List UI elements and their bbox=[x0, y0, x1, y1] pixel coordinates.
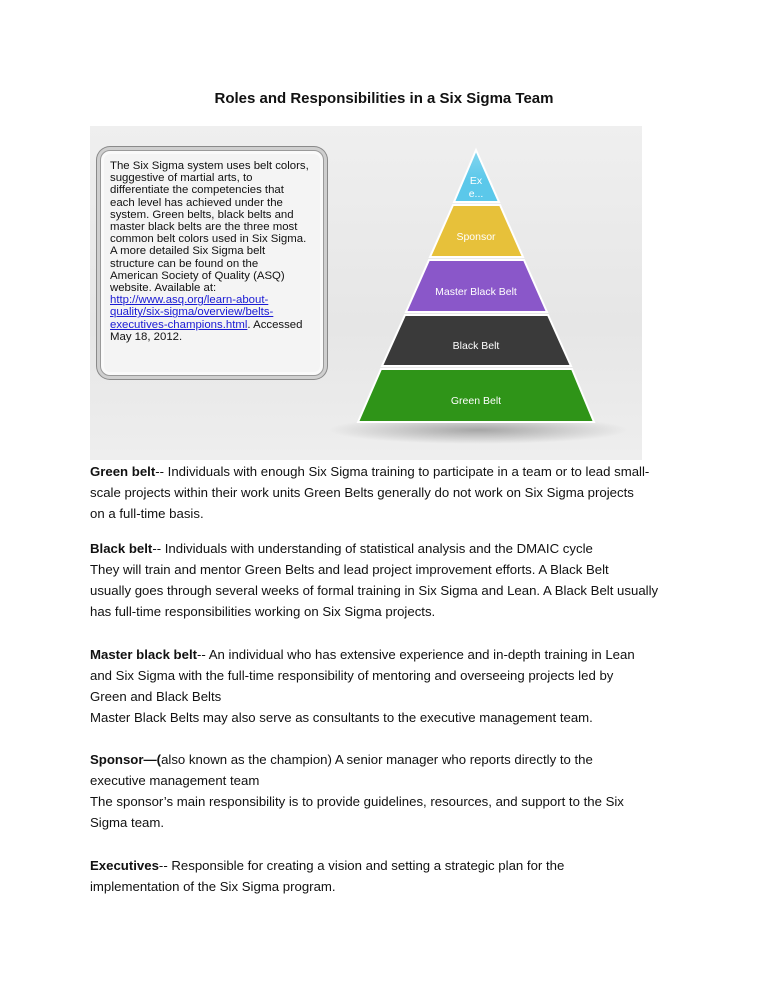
callout-accessed: . Accessed bbox=[247, 318, 303, 331]
callout-body: The Six Sigma system uses belt colors, suggestive of martial arts, to differentiate the competencies that each level has achieved under the system. Green belts, black belts and master black belts are the three most common belt colors used in Six Sigma. A more detailed Six Sigma belt structure can be found on the American Society of Quality (ASQ) website. Available at: bbox=[110, 160, 309, 295]
executives-line-1: -- Responsible for creating a vision and setting a strategic plan for the bbox=[158, 858, 565, 873]
black-belt-line-3: usually goes through several weeks of formal training in Six Sigma and Lean. A Black Belt usually bbox=[90, 583, 659, 598]
sponsor-line-2: executive management team bbox=[90, 773, 260, 788]
term-black-belt: Black belt bbox=[90, 541, 153, 556]
belt-pyramid bbox=[90, 126, 642, 460]
pyramid-label-executives-2: e... bbox=[468, 188, 484, 200]
green-belt-line-3: on a full-time basis. bbox=[90, 506, 204, 521]
belt-figure bbox=[90, 126, 642, 460]
green-belt-line-2: scale projects within their work units Green Belts generally do not work on Six Sigma projects bbox=[90, 485, 634, 500]
black-belt-line-1: -- Individuals with understanding of statistical analysis and the DMAIC cycle bbox=[152, 541, 593, 556]
section-master-black-belt bbox=[90, 644, 690, 728]
pyramid-label-master-black-belt: Master Black Belt bbox=[435, 286, 517, 298]
sponsor-line-4: Sigma team. bbox=[90, 815, 165, 830]
section-sponsor bbox=[90, 749, 690, 833]
master-black-belt-line-2: and Six Sigma with the full-time responsibility of mentoring and overseeing projects led by bbox=[90, 668, 614, 683]
section-green-belt bbox=[90, 461, 690, 524]
asq-link[interactable]: http://www.asq.org/learn-about- quality/six-sigma/overview/belts- executives-champions.html bbox=[110, 294, 274, 331]
term-master-black-belt: Master black belt bbox=[90, 647, 198, 662]
executives-line-2: implementation of the Six Sigma program. bbox=[90, 879, 336, 894]
page-title: Roles and Responsibilities in a Six Sigma Team bbox=[214, 90, 554, 107]
pyramid-label-green-belt: Green Belt bbox=[450, 395, 502, 407]
term-sponsor: Sponsor—( bbox=[90, 752, 162, 767]
pyramid-label-sponsor: Sponsor bbox=[456, 231, 496, 243]
section-black-belt bbox=[90, 538, 690, 622]
sponsor-line-3: The sponsor’s main responsibility is to provide guidelines, resources, and support to the Six bbox=[90, 794, 624, 809]
master-black-belt-line-3: Green and Black Belts bbox=[90, 689, 222, 704]
sponsor-line-1: also known as the champion) A senior manager who reports directly to the bbox=[161, 752, 593, 767]
callout-date: May 18, 2012. bbox=[110, 330, 183, 343]
master-black-belt-line-4: Master Black Belts may also serve as consultants to the executive management team. bbox=[90, 710, 593, 725]
black-belt-line-4: has full-time responsibilities working on Six Sigma projects. bbox=[90, 604, 436, 619]
pyramid-label-black-belt: Black Belt bbox=[452, 340, 500, 352]
green-belt-line-1: -- Individuals with enough Six Sigma training to participate in a team or to lead small- bbox=[155, 464, 650, 479]
term-green-belt: Green belt bbox=[90, 464, 156, 479]
term-executives: Executives bbox=[90, 858, 159, 873]
pyramid-label-executives-1: Ex bbox=[469, 175, 483, 187]
section-executives bbox=[90, 855, 690, 897]
black-belt-line-2: They will train and mentor Green Belts and lead project improvement efforts. A Black Belt bbox=[90, 562, 609, 577]
master-black-belt-line-1: -- An individual who has extensive experience and in-depth training in Lean bbox=[197, 647, 635, 662]
